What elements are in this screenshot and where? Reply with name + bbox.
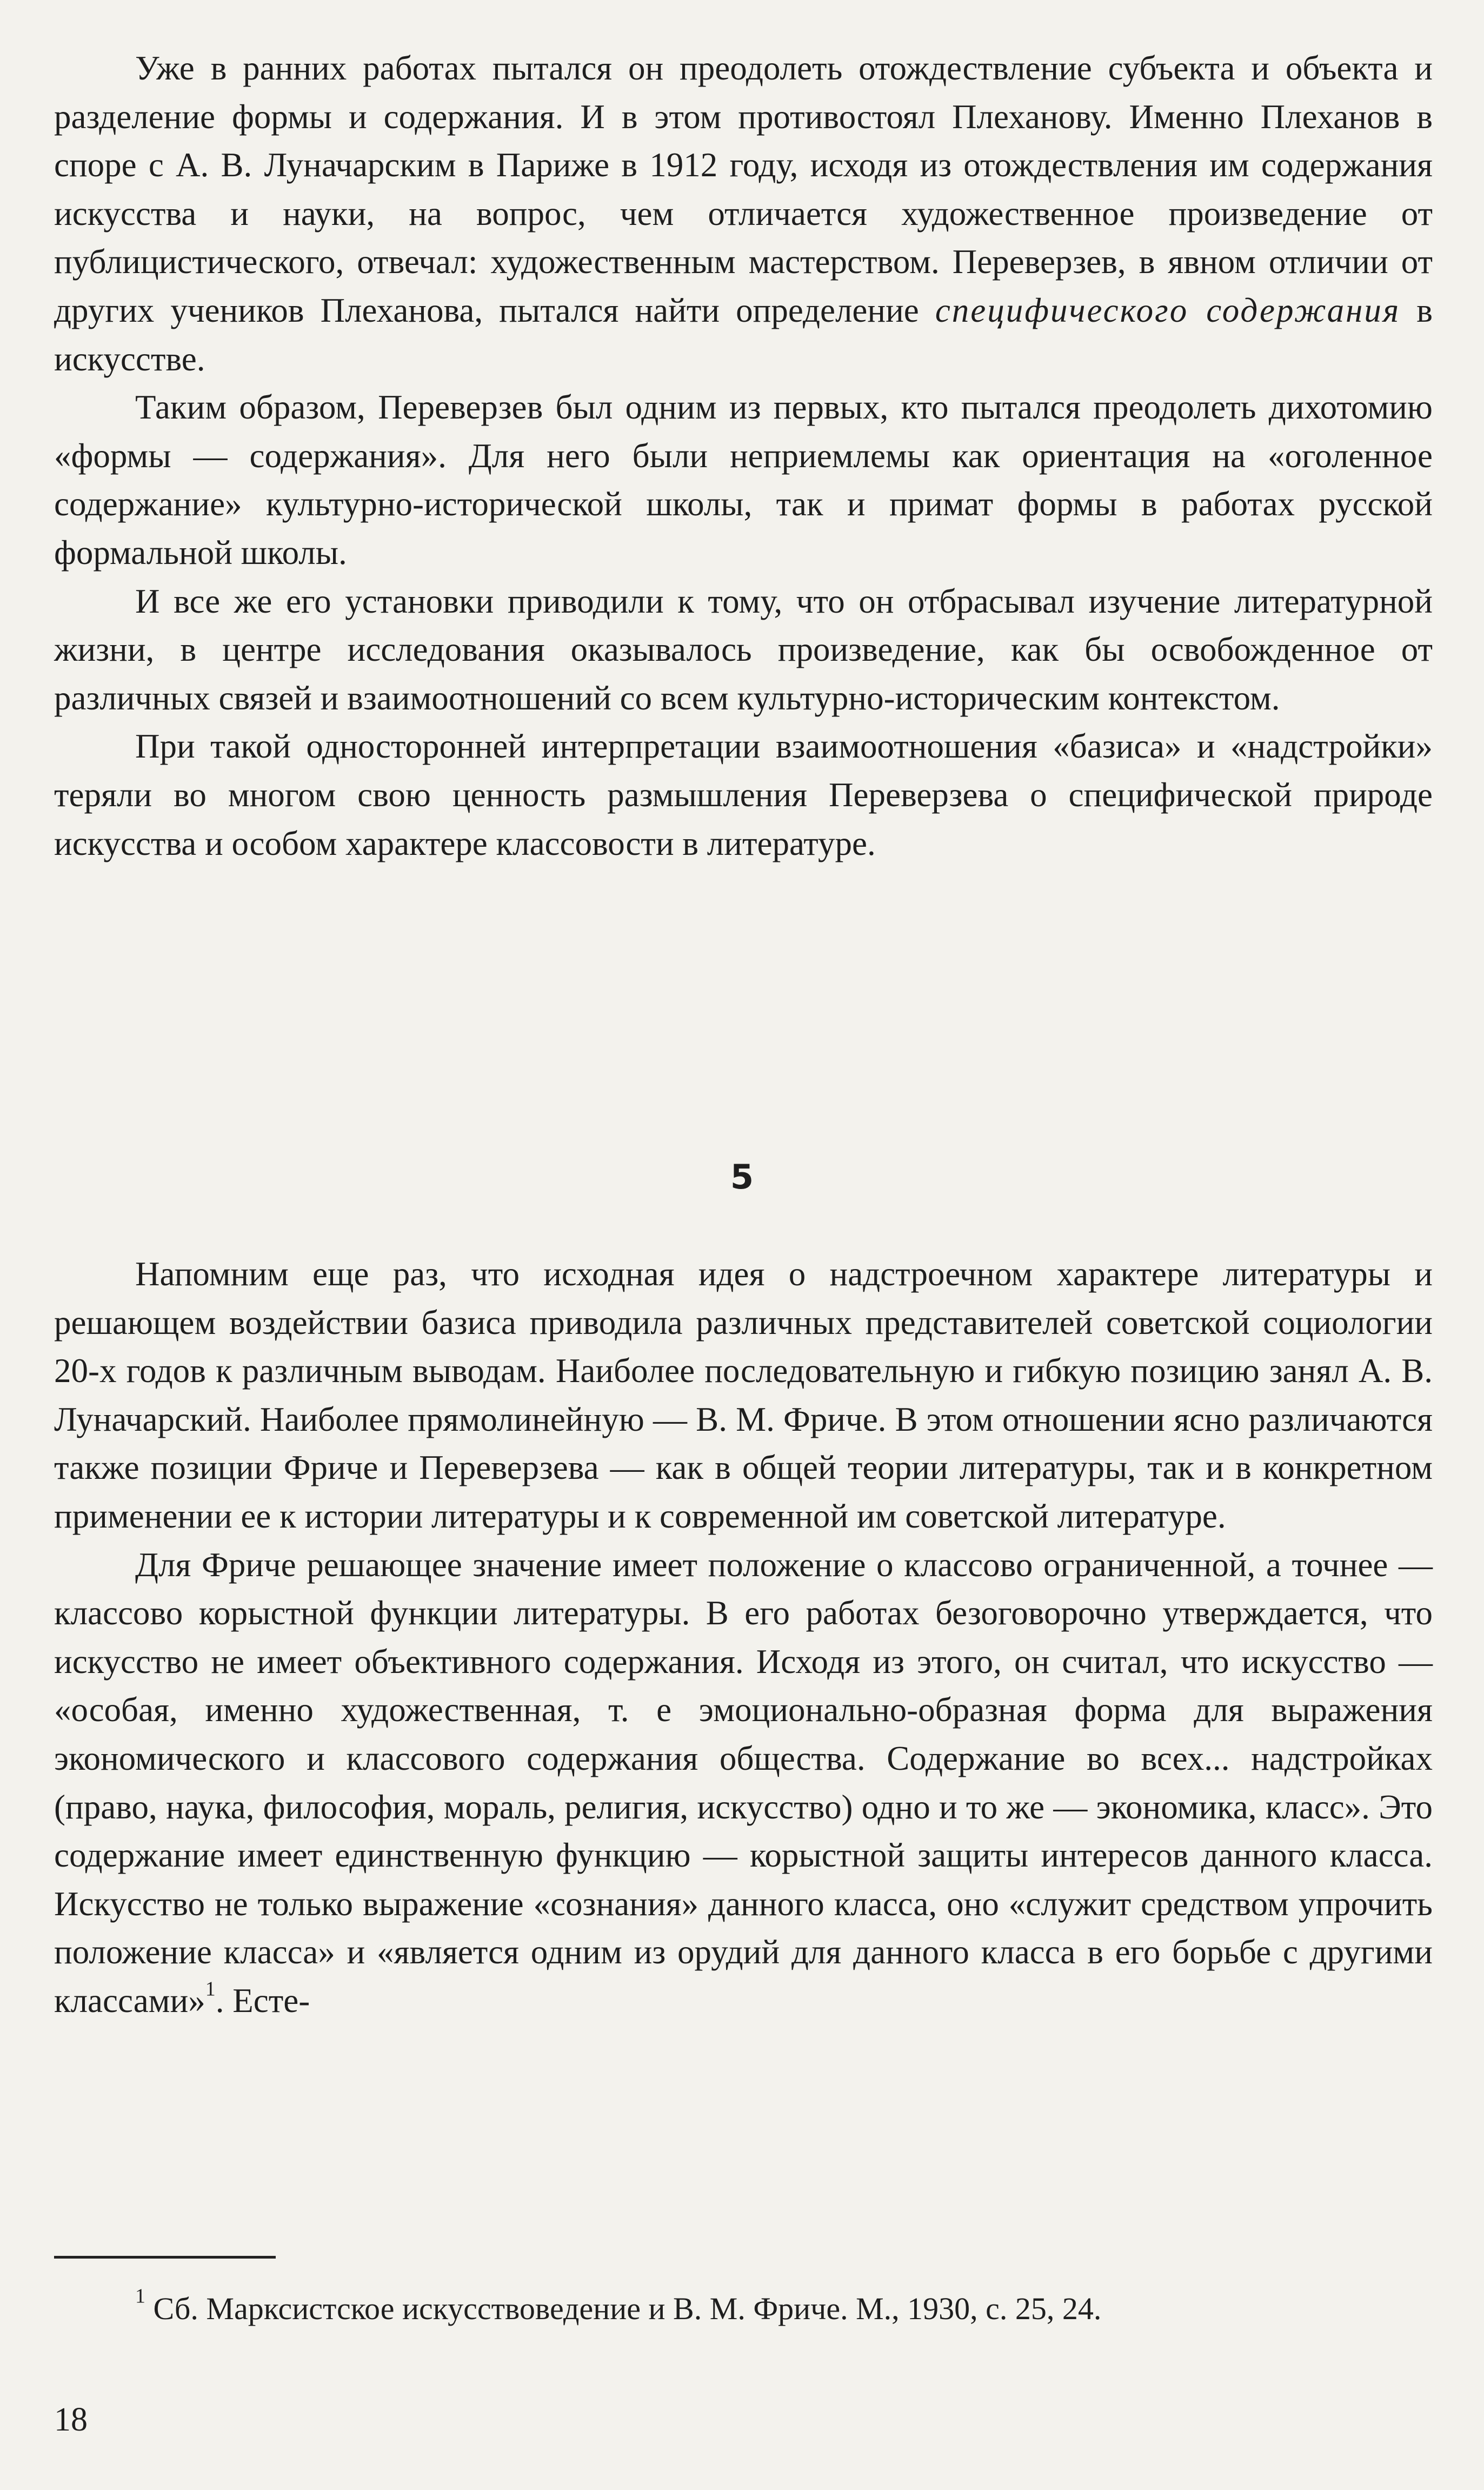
page-number: 18 (54, 2401, 88, 2438)
paragraph: Таким образом, Переверзев был одним из первых, кто пытался преодолеть дихотомию «формы — содержания». Для него были неприемлемы как ориентация на «оголенное содержание» культурно-исторической школы, так и примат формы в работах русской формальной школы. (54, 388, 1433, 572)
text-block-top (54, 44, 1433, 868)
footnote-divider (54, 2256, 276, 2259)
paragraph: Напомним еще раз, что исходная идея о надстроечном характере литературы и решающем воздействии базиса приводила различных представителей советской социологии 20-х годов к различным выводам. Наиболее последовательную и гибкую позицию занял А. В. Луначарский. Наиболее прямолинейную — В. М. Фриче. В этом отношении ясно различаются также позиции Фриче и Переверзева — как в общей теории литературы, так и в конкретном применении ее к истории литературы и к современной им советской литературе. (54, 1255, 1433, 1535)
paragraph: И все же его установки приводили к тому, что он отбрасывал изучение литературной жизни, в центре исследования оказывалось произведение, как бы освобожденное от различных связей и взаимоотношений со всем культурно-историческим контекстом. (54, 582, 1433, 717)
footnote-marker: 1 (135, 2285, 145, 2308)
section-number: 5 (730, 1157, 754, 1197)
text-block-section-5 (54, 1250, 1433, 2026)
paragraph: При такой односторонней интерпретации взаимоотношения «базиса» и «надстройки» теряли во многом свою ценность размышления Переверзева о специфической природе искусства и особом характере классовости в литературе. (54, 727, 1433, 862)
footnote-text: Сб. Марксистское искусствоведение и В. М. Фриче. М., 1930, с. 25, 24. (145, 2291, 1102, 2326)
emphasized-phrase: специфического содержания (935, 291, 1401, 329)
paragraph-text: Уже в ранних работах пытался он преодолеть отождествление субъекта и объекта и разделение формы и содержания. И в этом противостоял Плеханову. Именно Плеханов в споре с А. В. Луначарским в Париже в 1912 году, исходя из отождествления им содержания искусства и науки, на вопрос, чем отличается художественное произведение от публицистического, отвечал: художественным мастерством. Переверзев, в явном отличии от других учеников Плеханова, пытался найти определение (54, 49, 1433, 329)
footnote (54, 2285, 1433, 2333)
paragraph (54, 44, 1433, 383)
paragraph-text: . Есте- (215, 1981, 310, 2020)
paragraph-text: Для Фриче решающее значение имеет положение о классово ограниченной, а точнее — классово корыстной функции литературы. В его работах безоговорочно утверждается, что искусство не имеет объективного содержания. Исходя из этого, он считал, что искусство — «особая, именно художественная, т. е эмоционально-образная форма для выражения экономического и классового содержания общества. Содержание во всех... надстройках (право, наука, философия, мораль, религия, искусство) одно и то же — экономика, класс». Это содержание имеет единственную функцию — корыстной защиты интересов данного класса. Искусство не только выражение «сознания» данного класса, оно «служит средством упрочить положение класса» и «является одним из орудий для данного класса в его борьбе с другими классами» (54, 1545, 1433, 2020)
paragraph (54, 1541, 1433, 2026)
footnote-reference: 1 (205, 1977, 216, 2001)
paragraph-text: в искусстве. (54, 291, 1433, 378)
